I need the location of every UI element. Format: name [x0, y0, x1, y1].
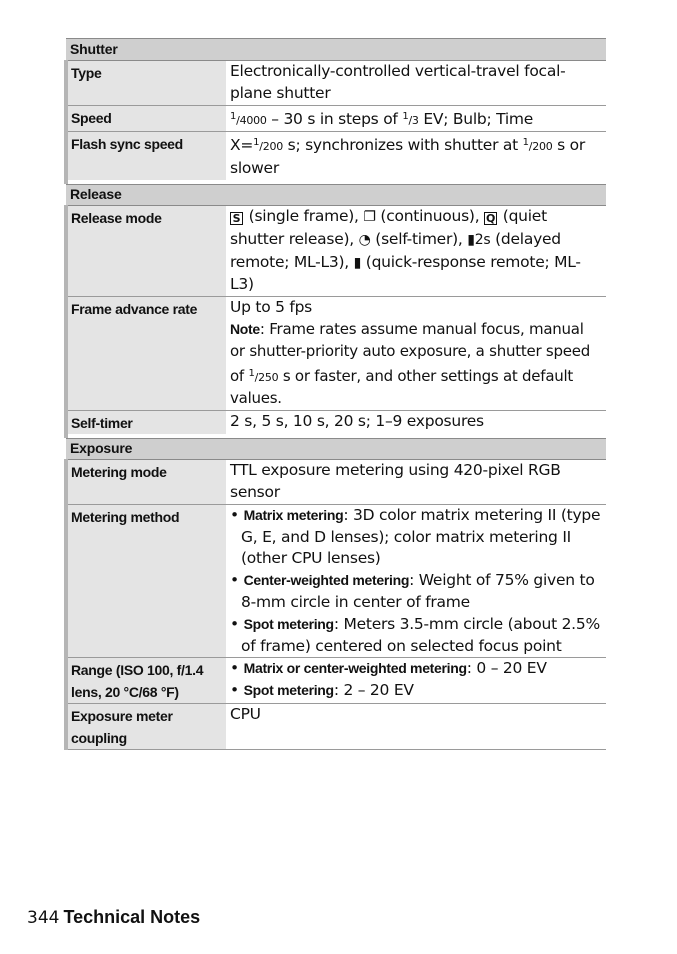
fraction-sync: $^1$/200	[253, 137, 283, 154]
remote-icon: ▮	[467, 231, 475, 248]
row-label: Metering method	[66, 504, 226, 658]
spec-row-metering-method	[66, 504, 606, 658]
spec-table	[64, 38, 606, 750]
row-label: Flash sync speed	[66, 132, 226, 182]
page-footer	[27, 906, 200, 929]
list-item: • Spot metering: Meters 3.5-mm circle (about 2.5% of frame) centered on selected focus point	[230, 614, 600, 655]
list-item: • Center-weighted metering: Weight of 75% given to 8-mm circle in center of frame	[230, 571, 595, 611]
row-value: TTL exposure metering using 420-pixel RGB sensor	[226, 460, 606, 505]
list-item: • Matrix or center-weighted metering: 0 – 20 EV	[230, 659, 547, 678]
row-label: Speed	[66, 105, 226, 132]
section-header-shutter	[66, 39, 606, 61]
row-value: S (single frame), ❐ (continuous), Q (quiet shutter release), ◔ (self-timer), ▮2s (delayed remote; ML-L3), ▮ (quick-response remote; ML-L3)	[226, 205, 606, 296]
bullet-icon: •	[230, 571, 239, 590]
page-number: 344	[27, 908, 60, 928]
self-timer-icon: ◔	[358, 231, 371, 248]
bullet-icon: •	[230, 505, 239, 524]
rate-note: Note: Frame rates assume manual focus, manual or shutter-priority auto exposure, a shutter speed of $^1$/250 s or faster, and other settings at default values.	[230, 319, 590, 408]
fraction-sync-2: $^1$/200	[522, 137, 553, 154]
fraction-fastest: $^1$/4000	[230, 110, 267, 127]
single-frame-icon: S	[230, 212, 243, 225]
spec-row-frame-rate	[66, 297, 606, 411]
spec-row-self-timer	[66, 411, 606, 437]
row-label: Release mode	[66, 205, 226, 296]
spec-row-metering-mode	[66, 460, 606, 505]
spec-row-range	[66, 658, 606, 704]
spec-row-meter-coupling	[66, 704, 606, 750]
row-value	[226, 504, 606, 658]
row-value: X=$^1$/200 s; synchronizes with shutter at $^1$/200 s or slower	[226, 132, 606, 182]
row-label: Type	[66, 61, 226, 106]
row-value	[226, 658, 606, 704]
bullet-icon: •	[230, 614, 239, 633]
fraction-step: $^1$/3	[402, 110, 419, 127]
section-title: Shutter	[66, 39, 606, 61]
list-item: • Spot metering: 2 – 20 EV	[230, 681, 414, 700]
delayed-remote-icon: 2s	[474, 231, 491, 248]
row-value	[226, 297, 606, 411]
quick-remote-icon: ▮	[353, 254, 362, 271]
section-title: Exposure	[66, 436, 606, 460]
row-label: Self-timer	[66, 411, 226, 437]
quiet-shutter-icon: Q	[486, 211, 496, 225]
section-title: Release	[66, 182, 606, 206]
section-header-release	[66, 182, 606, 206]
row-label: Exposure meter coupling	[66, 704, 226, 750]
section-header-exposure	[66, 436, 606, 460]
row-value: Electronically-controlled vertical-travel focal-plane shutter	[226, 61, 606, 106]
row-value: $^1$/4000 – 30 s in steps of $^1$/3 EV; Bulb; Time	[226, 105, 606, 132]
spec-row-speed	[66, 105, 606, 132]
row-label: Metering mode	[66, 460, 226, 505]
spec-row-release-mode	[66, 205, 606, 296]
chapter-title: Technical Notes	[63, 907, 201, 927]
list-item: • Matrix metering: 3D color matrix metering II (type G, E, and D lenses); color matrix metering II (other CPU lenses)	[230, 505, 601, 568]
row-value: CPU	[226, 704, 606, 750]
row-label: Frame advance rate	[66, 297, 226, 411]
row-label: Range (ISO 100, f/1.4 lens, 20 °C/68 °F)	[66, 658, 226, 704]
fraction-note: $^1$/250	[248, 367, 279, 384]
rate-value: Up to 5 fps	[230, 298, 313, 317]
row-value: 2 s, 5 s, 10 s, 20 s; 1–9 exposures	[226, 411, 606, 437]
spec-row-type	[66, 61, 606, 106]
spec-row-flash-sync	[66, 132, 606, 182]
bullet-icon: •	[230, 659, 239, 678]
note-label: Note	[230, 320, 260, 337]
continuous-icon: ❐	[363, 208, 376, 225]
bullet-icon: •	[230, 681, 239, 700]
